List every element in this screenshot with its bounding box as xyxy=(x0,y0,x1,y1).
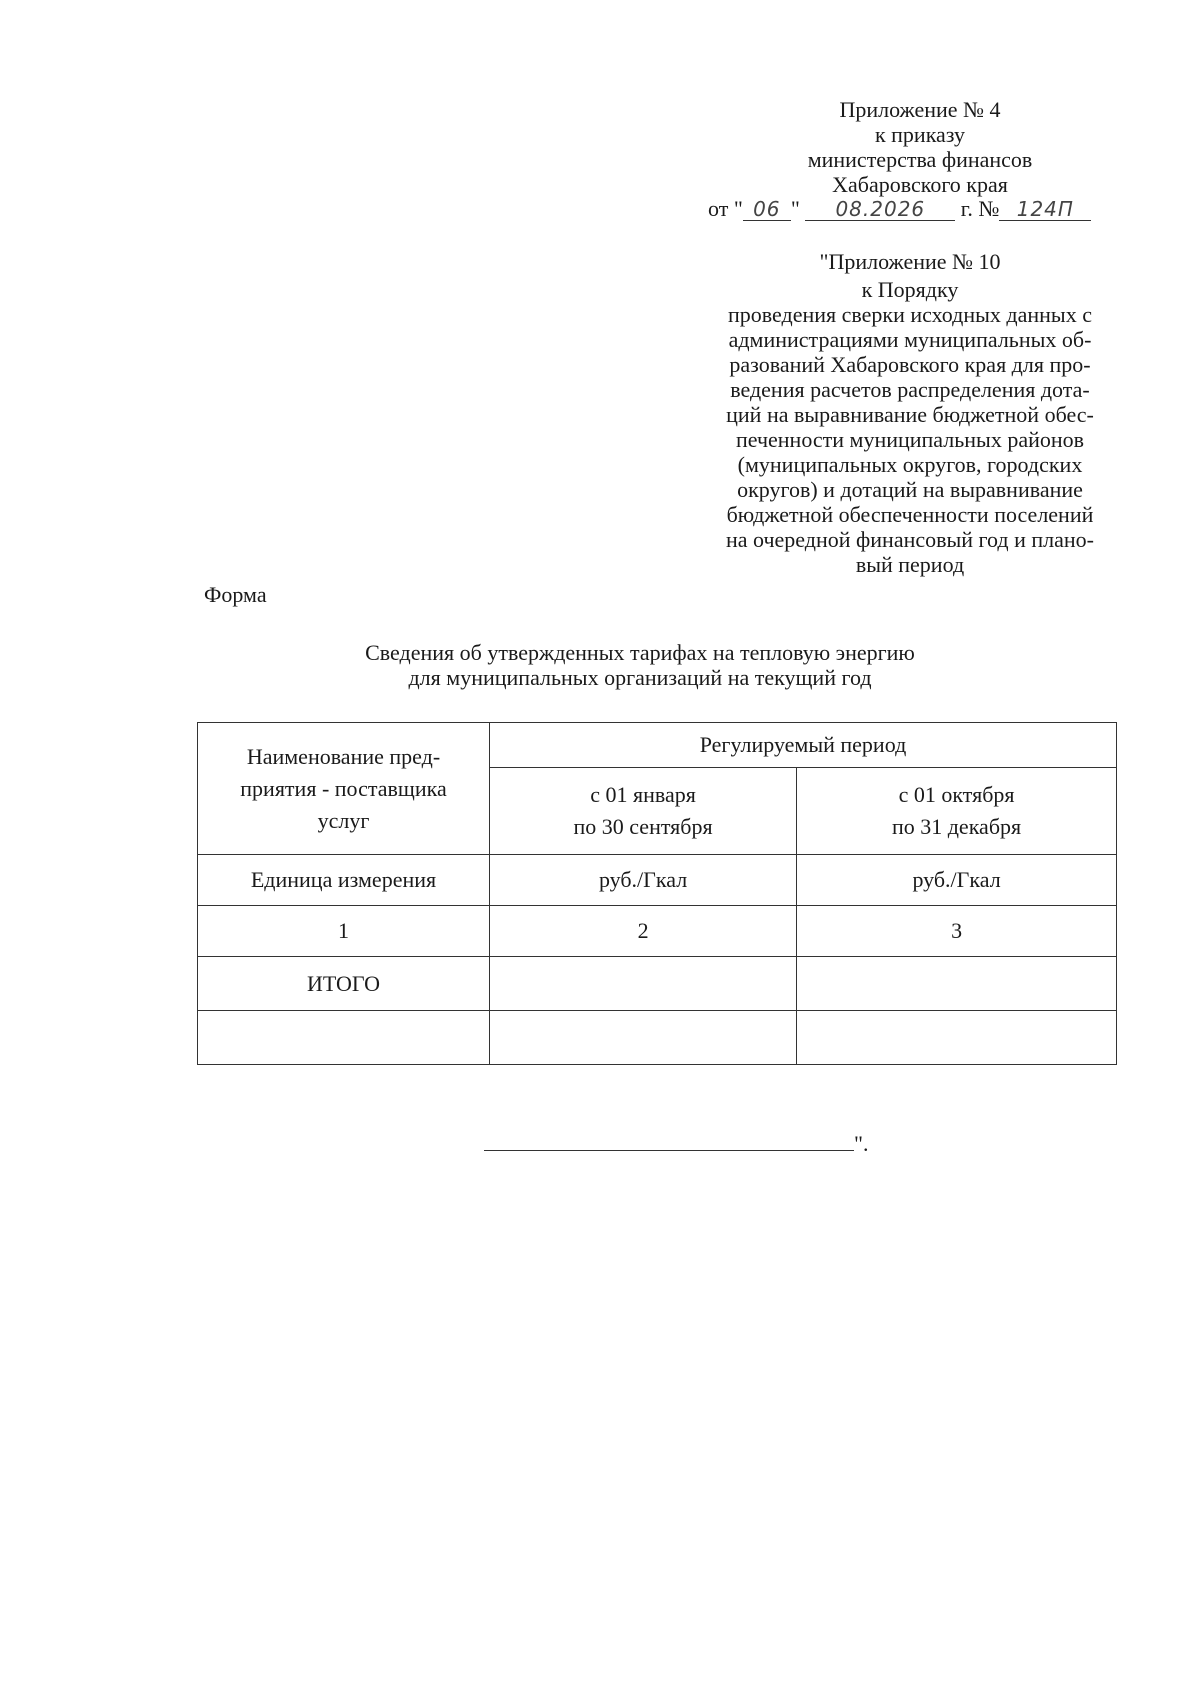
annex-4-header xyxy=(700,97,1140,197)
order-year-number-label: г. № xyxy=(960,196,1000,221)
order-date-handwritten: 08.2026 xyxy=(805,198,955,221)
table-header-row xyxy=(198,723,1117,768)
annex-4-ministry: министерства финансов xyxy=(807,147,1033,172)
document-title xyxy=(200,640,1080,690)
annex-10-text-line: (муниципальных округов, городских xyxy=(737,452,1083,477)
column-number-3: 3 xyxy=(797,906,1117,957)
form-label: Форма xyxy=(204,582,267,607)
period-1-end: по 30 сентября xyxy=(573,814,713,839)
annex-10-text-line: на очередной финансовый год и плано- xyxy=(726,527,1094,552)
annex-10-text-line: разований Хабаровского края для про- xyxy=(729,352,1091,377)
total-cell-period-1 xyxy=(490,957,797,1011)
period-1-header xyxy=(490,768,797,855)
column-number-2: 2 xyxy=(490,906,797,957)
table-total-row xyxy=(198,957,1117,1011)
order-day-handwritten: 06 xyxy=(743,198,791,221)
total-cell-period-2 xyxy=(797,957,1117,1011)
annex-10-text-line: печенности муниципальных районов xyxy=(735,427,1085,452)
period-2-start: с 01 октября xyxy=(898,782,1015,807)
closing-line xyxy=(484,1128,868,1157)
annex-10-title: "Приложение № 10 xyxy=(819,249,1001,274)
table-empty-row xyxy=(198,1011,1117,1065)
annex-4-to-order: к приказу xyxy=(874,122,966,147)
closing-quote-mark: ". xyxy=(854,1131,869,1156)
supplier-name-header-line: услуг xyxy=(317,807,370,833)
closing-rule xyxy=(484,1128,854,1151)
empty-cell xyxy=(490,1011,797,1065)
document-title-line-1: Сведения об утвержденных тарифах на тепловую энергию xyxy=(365,640,915,665)
annex-10-header xyxy=(660,249,1160,577)
annex-10-text-line: ций на выравнивание бюджетной обес- xyxy=(726,402,1094,427)
supplier-name-header-line: приятия - поставщика xyxy=(240,775,447,801)
order-number-handwritten: 124П xyxy=(999,198,1091,221)
annex-4-title: Приложение № 4 xyxy=(839,97,1001,122)
annex-10-text-line: проведения сверки исходных данных с xyxy=(728,302,1092,327)
tariff-table xyxy=(197,722,1117,1065)
document-title-line-2: для муниципальных организаций на текущий год xyxy=(408,665,872,690)
order-prefix: от " xyxy=(708,196,743,221)
table-unit-row xyxy=(198,855,1117,906)
supplier-name-header xyxy=(198,723,490,855)
column-number-1: 1 xyxy=(198,906,490,957)
period-2-end: по 31 декабря xyxy=(891,814,1022,839)
annex-10-text-line: администрациями муниципальных об- xyxy=(728,327,1092,352)
period-1-start: с 01 января xyxy=(590,782,696,807)
annex-4-region: Хабаровского края xyxy=(832,172,1008,197)
annex-10-to-procedure: к Порядку xyxy=(861,277,959,302)
table-column-number-row xyxy=(198,906,1117,957)
order-quote: " xyxy=(790,196,800,221)
period-2-header xyxy=(797,768,1117,855)
regulated-period-header: Регулируемый период xyxy=(490,723,1117,768)
annex-10-text-line: вый период xyxy=(855,552,965,577)
order-date-number-line xyxy=(708,196,1148,222)
unit-cell-period-1: руб./Гкал xyxy=(490,855,797,906)
supplier-name-header-line: Наименование пред- xyxy=(246,743,441,769)
unit-cell-period-2: руб./Гкал xyxy=(797,855,1117,906)
total-label-cell: ИТОГО xyxy=(198,957,490,1011)
unit-label-cell: Единица измерения xyxy=(198,855,490,906)
annex-10-text-line: округов) и дотаций на выравнивание xyxy=(737,477,1083,502)
annex-10-text-line: бюджетной обеспеченности поселений xyxy=(726,502,1094,527)
empty-cell xyxy=(797,1011,1117,1065)
annex-10-text-line: ведения расчетов распределения дота- xyxy=(730,377,1090,402)
empty-cell xyxy=(198,1011,490,1065)
